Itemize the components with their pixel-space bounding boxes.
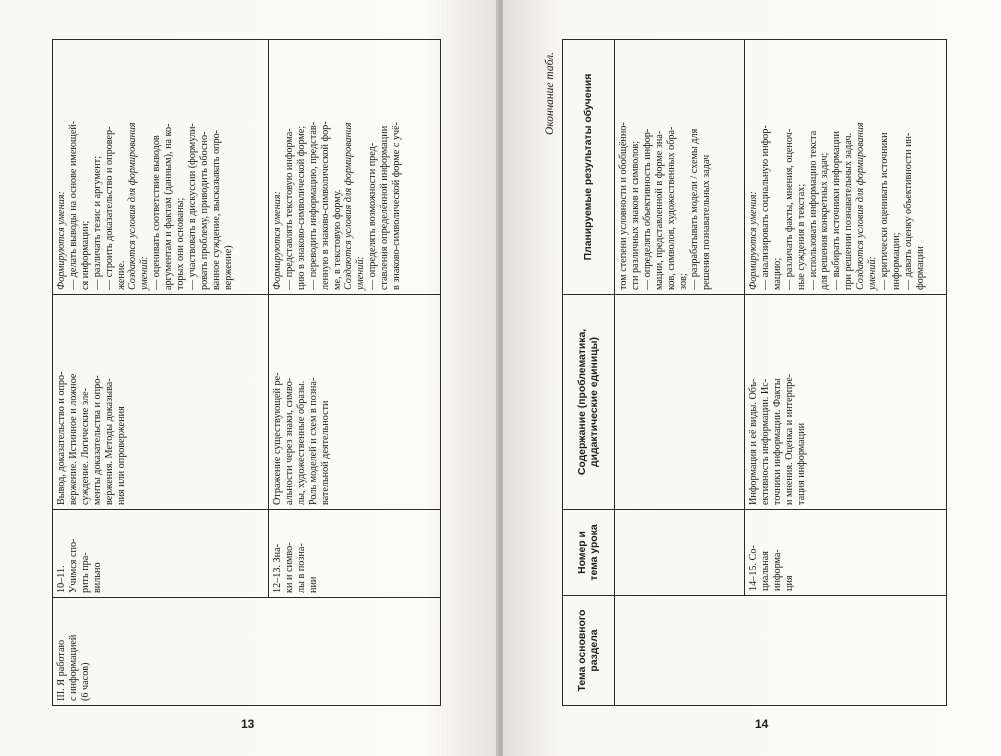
table-row xyxy=(615,40,745,706)
results-line: — критически оценивать источники xyxy=(878,132,890,290)
results-line: формации xyxy=(914,246,926,290)
results-line: ленную в знаково-символической фор- xyxy=(319,121,331,290)
table-row xyxy=(53,40,269,706)
table-caption: Окончание табл. xyxy=(544,52,556,135)
content-line: альности через знаки, симво- xyxy=(283,377,295,505)
results-line: — определять возможности пред- xyxy=(367,142,379,290)
results-line: — различать факты, мнения, оценоч- xyxy=(783,128,795,290)
lesson-title-line: информа- xyxy=(771,549,783,591)
results-line: — представлять текстовую информа- xyxy=(283,128,295,290)
results-line: — переводить информацию, представ- xyxy=(307,121,319,290)
right-table-container xyxy=(562,40,947,706)
lesson-title-line: нии xyxy=(307,576,319,593)
header-text: тема урока xyxy=(588,524,600,581)
section-cell xyxy=(53,598,441,706)
lesson-title-line: циальная xyxy=(759,551,771,591)
header-text: Номер и xyxy=(576,531,588,574)
lesson-title-line: вильно xyxy=(91,562,103,593)
results-line: ставления определённой информации xyxy=(379,125,391,290)
section-cell xyxy=(615,596,947,706)
results-line: сти различных знаков и символов; xyxy=(629,140,641,290)
lesson-cell xyxy=(269,510,441,598)
table-header-row xyxy=(563,40,615,706)
results-heading: умений: xyxy=(139,256,151,290)
results-line: — определять объективность инфор- xyxy=(641,128,653,290)
results-cell xyxy=(745,40,947,295)
left-table-container xyxy=(52,40,441,706)
results-line: ся информации; xyxy=(79,220,91,290)
lesson-title-line: рить пра- xyxy=(79,552,91,593)
results-line: ванное суждение, высказывать опро- xyxy=(210,129,222,290)
results-heading: Создаются условия для формирования xyxy=(855,122,867,290)
content-line: точники информации. Факты xyxy=(771,378,783,505)
results-line: — участвовать в дискуссии (формули- xyxy=(186,123,198,290)
results-line: мации, представленной в форме зна- xyxy=(653,130,665,290)
section-title-line: III. Я работаю xyxy=(56,639,67,701)
results-line: мацию; xyxy=(771,257,783,290)
lesson-number: 14–15. Со- xyxy=(748,545,759,591)
lesson-title-line: Учимся спо- xyxy=(67,538,79,593)
results-line: — делать выводы на основе имеющей- xyxy=(67,120,79,290)
content-line: Отражение существующей ре- xyxy=(272,372,283,505)
lesson-title-line: ки и симво- xyxy=(283,542,295,593)
content-cell xyxy=(53,295,269,510)
results-line: — строить доказательство и опровер- xyxy=(103,126,115,290)
results-line: ме, в текстовую форму. xyxy=(331,189,343,290)
right-table xyxy=(562,39,947,706)
lesson-title-line: ция xyxy=(783,575,795,591)
header-content xyxy=(563,295,615,510)
header-text: Планируемые результаты обучения xyxy=(582,73,594,261)
content-line: ективность информации. Ис- xyxy=(759,378,771,505)
results-line: при решении познавательных задач. xyxy=(843,132,855,290)
page-number: 14 xyxy=(755,717,769,731)
content-cell xyxy=(745,295,947,510)
results-line: — различать тезис и аргумент; xyxy=(91,155,103,290)
results-heading: Создаются условия для формирования xyxy=(343,122,355,290)
results-line: вержение) xyxy=(222,245,234,290)
content-line: вательной деятельности xyxy=(319,400,331,505)
section-title-line: с информацией xyxy=(67,634,79,701)
content-line: вержения. Методы доказыва- xyxy=(103,378,115,505)
content-line: вержение. Истинное и ложное xyxy=(67,373,79,505)
content-line: Информация и её виды. Объ- xyxy=(748,378,759,505)
content-line: Роль моделей и схем в позна- xyxy=(307,377,319,505)
lesson-number: 10–11. xyxy=(56,565,67,593)
results-line: — разрабатывать модели / схемы для xyxy=(689,128,701,290)
lesson-cell xyxy=(615,510,745,596)
page-number: 13 xyxy=(241,717,255,731)
results-heading: Формируются умения: xyxy=(56,191,67,290)
results-line: — оценивать соответствие выводов xyxy=(151,135,163,290)
results-cell xyxy=(53,40,269,295)
header-results xyxy=(563,40,615,295)
content-line: ния или опровержения xyxy=(115,406,127,505)
results-line: зов; xyxy=(677,273,689,290)
lesson-number: 12–13. Зна- xyxy=(272,543,283,593)
header-text: Тема основного xyxy=(576,609,588,692)
results-heading: Формируются умения: xyxy=(272,191,283,290)
results-line: торых они основаны; xyxy=(175,197,187,290)
content-line: суждение. Логические эле- xyxy=(79,387,91,505)
content-line: Вывод, доказательство и опро- xyxy=(56,371,67,505)
results-line: — анализировать социальную инфор- xyxy=(759,125,771,290)
results-line: аргументам и фактам (данным), на ко- xyxy=(163,123,175,290)
header-section xyxy=(563,596,615,706)
section-hours: (6 часов) xyxy=(79,662,91,701)
content-line: и мнения. Оценка и интерпре- xyxy=(783,373,795,505)
results-line: — выбирать источники информации xyxy=(831,131,843,290)
content-line: лы, художественные образы. xyxy=(295,380,307,505)
header-text: Содержание (проблематика, xyxy=(576,328,588,476)
header-text: дидактические единицы) xyxy=(588,337,600,467)
content-cell xyxy=(615,295,745,510)
results-cell xyxy=(269,40,441,295)
header-lesson xyxy=(563,510,615,596)
results-line: — давать оценку объективности ин- xyxy=(902,132,914,290)
results-line: цию в знаково-символической форме; xyxy=(295,125,307,290)
left-page xyxy=(0,0,498,756)
lesson-title-line: лы в позна- xyxy=(295,543,307,593)
results-line: решения познавательных задач xyxy=(701,154,713,290)
content-line: тация информации xyxy=(795,422,807,505)
results-heading: Формируются умения: xyxy=(748,191,759,290)
results-heading: умений: xyxy=(867,256,879,290)
results-line: жение. xyxy=(115,260,127,290)
results-cell xyxy=(615,40,745,295)
results-line: — использовать информацию текста xyxy=(807,130,819,290)
results-line: в знаково-символической форме с учё- xyxy=(391,121,403,290)
results-heading: умений: xyxy=(355,256,367,290)
results-line: ные суждения в текстах; xyxy=(795,183,807,290)
content-line: менты доказательства и опро- xyxy=(91,375,103,505)
lesson-cell xyxy=(745,510,947,596)
right-page xyxy=(503,0,1001,756)
results-line: для решения конкретных задач; xyxy=(819,152,831,290)
header-text: раздела xyxy=(588,629,600,672)
results-line: информации; xyxy=(890,232,902,290)
lesson-cell xyxy=(53,510,269,598)
results-line: ровать проблему, приводить обосно- xyxy=(198,131,210,290)
results-line: том степени условности и обобщённо- xyxy=(618,122,629,290)
results-line: ков, символов, художественных обра- xyxy=(665,126,677,290)
left-table xyxy=(52,39,441,706)
results-heading: Создаются условия для формирования xyxy=(127,122,139,290)
content-cell xyxy=(269,295,441,510)
